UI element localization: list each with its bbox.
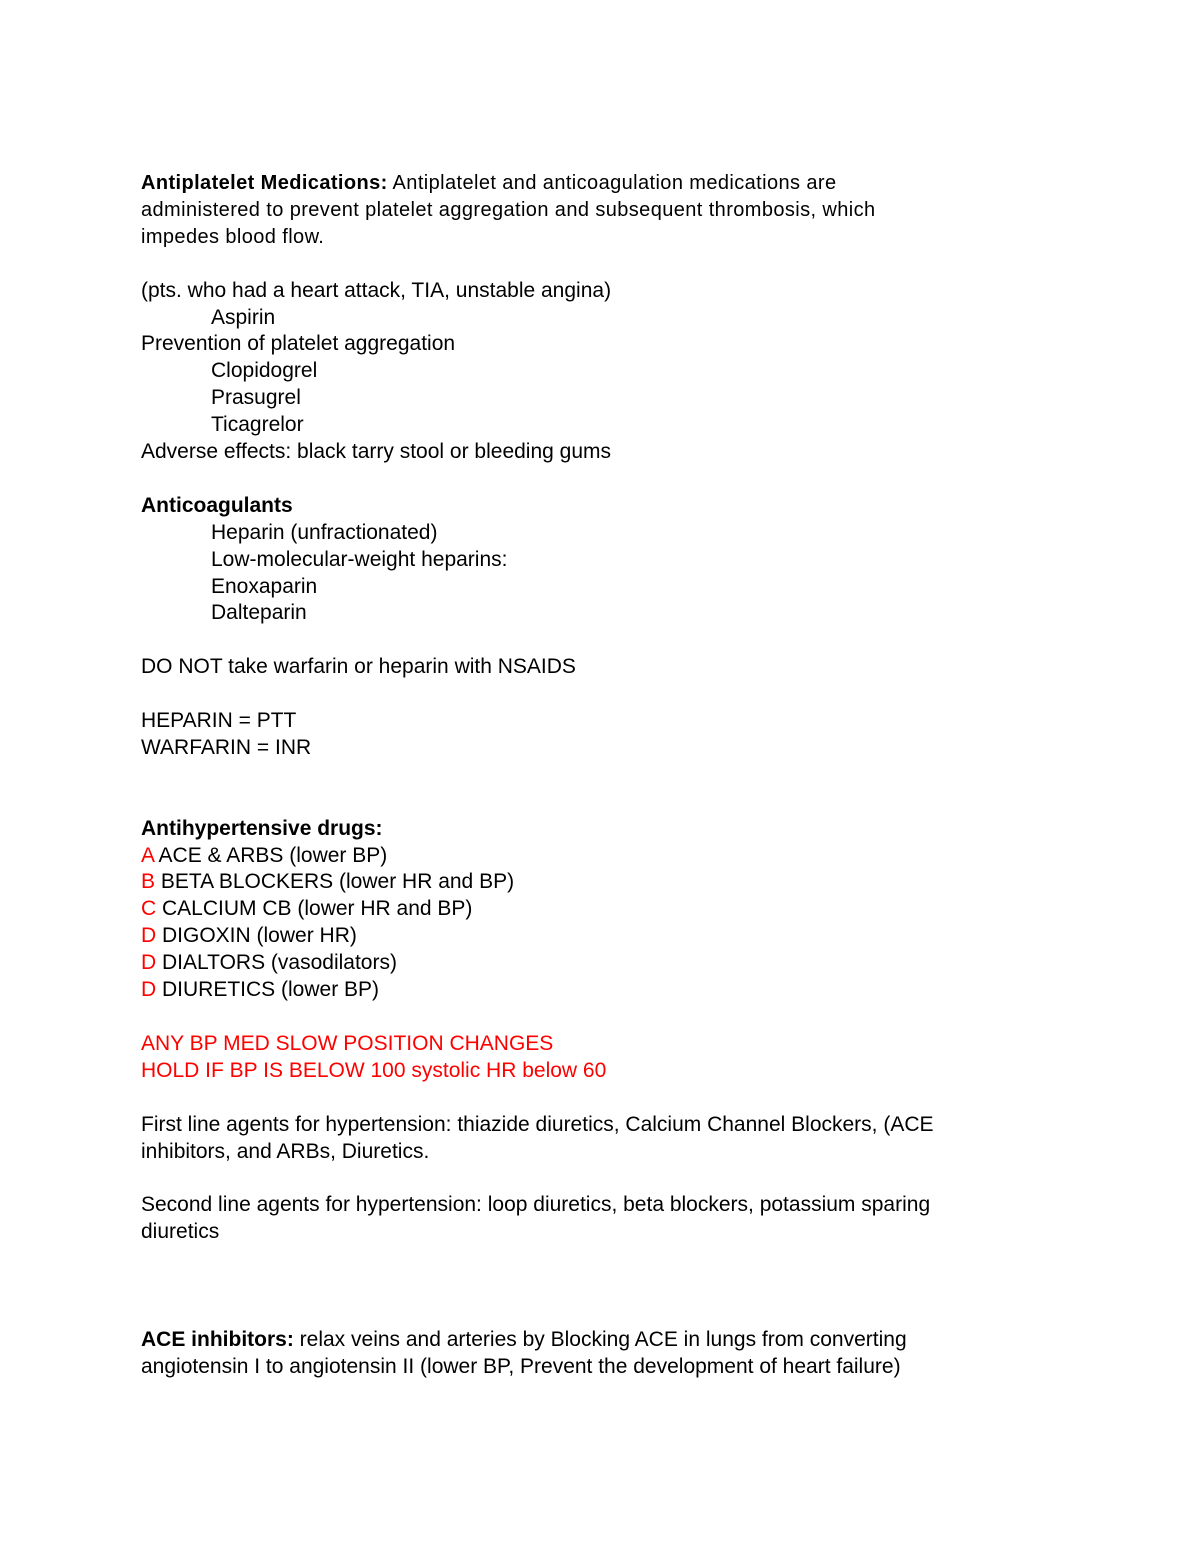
antiplatelet-intro-line-1 [141, 170, 1041, 197]
spacer [141, 627, 1041, 654]
second-line-agents-1: Second line agents for hypertension: loop diuretics, beta blockers, potassium sparing [141, 1193, 931, 1217]
antiplatelet-intro-line-3: impedes blood flow. [141, 225, 325, 248]
anticoagulant-item-lmwh: Low-molecular-weight heparins: [211, 547, 508, 571]
antiplatelet-intro-text-1: Antiplatelet and anticoagulation medications are [387, 172, 837, 194]
anticoagulant-item-heparin: Heparin (unfractionated) [211, 520, 438, 544]
adverse-effects: Adverse effects: black tarry stool or bleeding gums [141, 440, 612, 464]
first-line-agents-1: First line agents for hypertension: thiazide diuretics, Calcium Channel Blockers, (ACE [141, 1112, 934, 1136]
bp-alert-line-1: ANY BP MED SLOW POSITION CHANGES [141, 1031, 554, 1055]
antihypertensive-item-c [141, 896, 1041, 923]
antihypertensive-item-b [141, 869, 1041, 896]
patients-note: (pts. who had a heart attack, TIA, unstable angina) [141, 278, 612, 302]
item-letter: D [141, 924, 157, 948]
spacer [141, 1004, 1041, 1031]
spacer [141, 762, 1041, 789]
spacer [141, 1246, 1041, 1273]
spacer [141, 1085, 1041, 1112]
warfarin-lab: WARFARIN = INR [141, 735, 312, 759]
second-line-agents-2: diuretics [141, 1220, 220, 1244]
spacer [141, 1300, 1041, 1327]
item-letter: A [141, 843, 154, 867]
item-letter: C [141, 897, 157, 921]
ace-inhibitors-heading: ACE inhibitors: [141, 1327, 294, 1351]
heparin-lab: HEPARIN = PTT [141, 709, 297, 733]
spacer [141, 789, 1041, 816]
bp-alert-line-2: HOLD IF BP IS BELOW 100 systolic HR below 60 [141, 1058, 607, 1082]
antiplatelet-intro-line-2: administered to prevent platelet aggregation and subsequent thrombosis, which [141, 198, 876, 221]
spacer [141, 466, 1041, 493]
nsaid-warning: DO NOT take warfarin or heparin with NSAIDS [141, 655, 576, 679]
drug-ticagrelor: Ticagrelor [211, 413, 304, 437]
antiplatelet-heading: Antiplatelet Medications: [141, 172, 388, 194]
anticoagulants-heading: Anticoagulants [141, 493, 293, 517]
ace-inhibitors-text-1: relax veins and arteries by Blocking ACE in lungs from converting [293, 1327, 907, 1351]
item-text: CALCIUM CB (lower HR and BP) [156, 897, 473, 921]
spacer [141, 1273, 1041, 1300]
anticoagulant-item-enoxaparin: Enoxaparin [211, 574, 318, 598]
item-text: DIGOXIN (lower HR) [156, 924, 357, 948]
spacer [141, 251, 1041, 278]
anticoagulant-item-dalteparin: Dalteparin [211, 601, 307, 625]
antihypertensive-heading: Antihypertensive drugs: [141, 816, 383, 840]
drug-clopidogrel: Clopidogrel [211, 359, 318, 383]
antihypertensive-item-a [141, 843, 1041, 870]
item-letter: D [141, 978, 157, 1002]
spacer [141, 1165, 1041, 1192]
item-text: DIURETICS (lower BP) [156, 978, 380, 1002]
item-text: ACE & ARBS (lower BP) [153, 843, 388, 867]
spacer [141, 681, 1041, 708]
ace-inhibitors-line-1 [141, 1327, 1041, 1354]
antihypertensive-item-d-dilators [141, 950, 1041, 977]
antihypertensive-item-d-diuretics [141, 977, 1041, 1004]
item-letter: B [141, 870, 156, 894]
ace-inhibitors-line-2: angiotensin I to angiotensin II (lower BP, Prevent the development of heart failure) [141, 1354, 901, 1378]
item-text: BETA BLOCKERS (lower HR and BP) [155, 870, 515, 894]
prevention-label: Prevention of platelet aggregation [141, 332, 456, 356]
first-line-agents-2: inhibitors, and ARBs, Diuretics. [141, 1139, 430, 1163]
item-letter: D [141, 951, 157, 975]
item-text: DIALTORS (vasodilators) [156, 951, 397, 975]
antihypertensive-item-d-digoxin [141, 923, 1041, 950]
drug-aspirin: Aspirin [211, 305, 276, 329]
document-body [141, 170, 1041, 1381]
drug-prasugrel: Prasugrel [211, 386, 301, 410]
